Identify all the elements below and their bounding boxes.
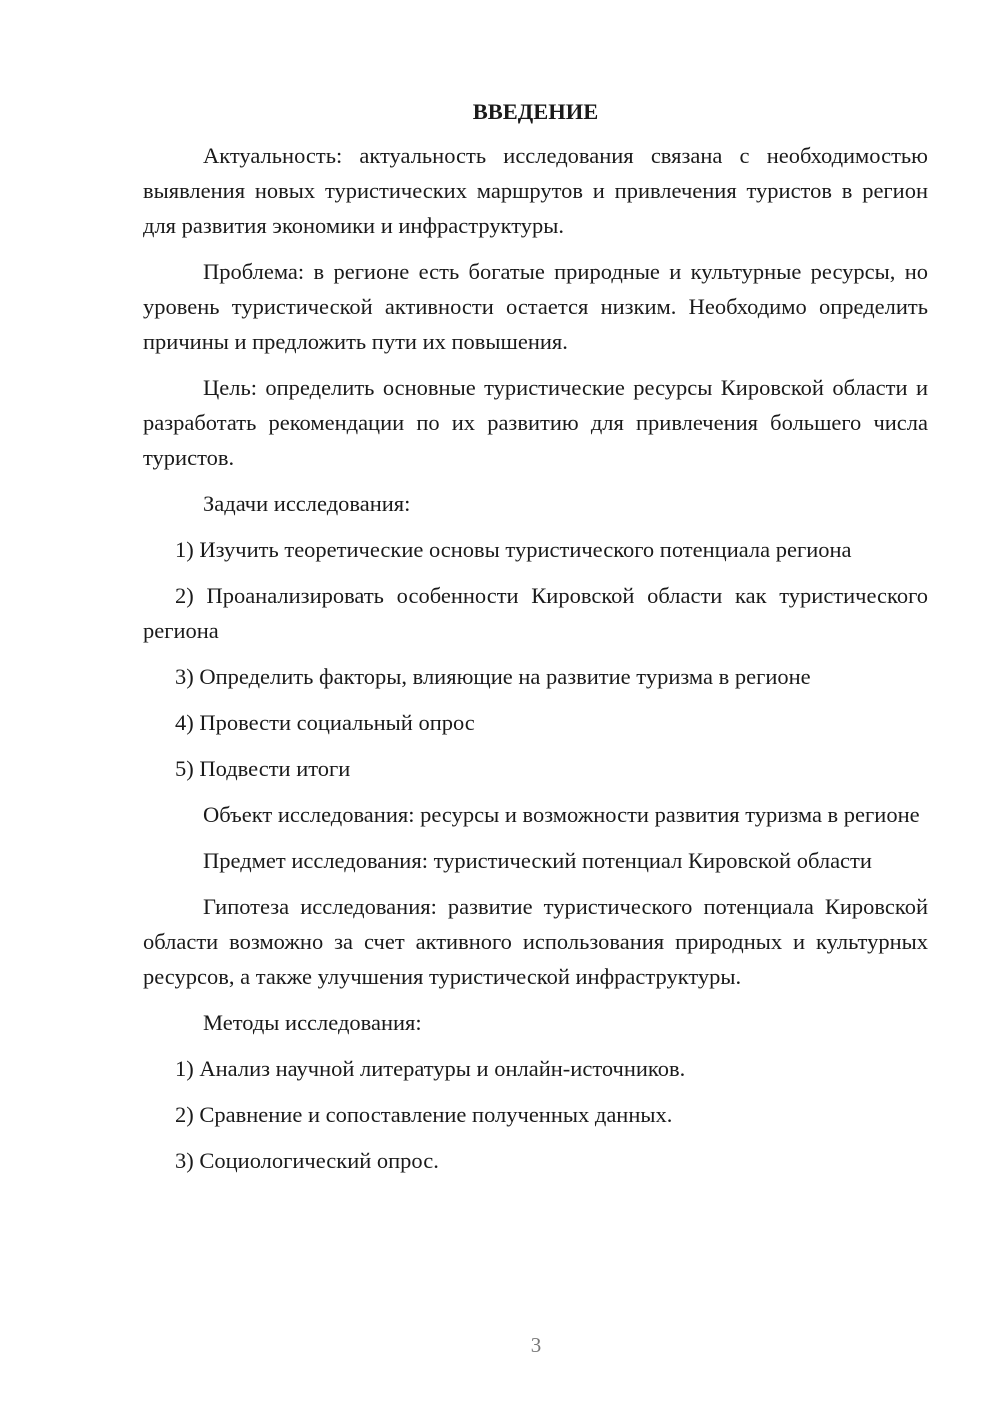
task-item: 4) Провести социальный опрос [175, 710, 475, 735]
subject-paragraph: Предмет исследования: туристический потенциал Кировской области [203, 848, 872, 873]
task-item: 1) Изучить теоретические основы туристического потенциала региона [175, 537, 852, 562]
object-paragraph: Объект исследования: ресурсы и возможности развития туризма в регионе [203, 802, 920, 827]
page-number: 3 [530, 1333, 542, 1357]
method-item: 2) Сравнение и сопоставление полученных данных. [175, 1102, 673, 1127]
task-item: 3) Определить факторы, влияющие на развитие туризма в регионе [175, 664, 811, 689]
task-item: 5) Подвести итоги [175, 756, 351, 781]
hypothesis-paragraph: Гипотеза исследования: развитие туристического потенциала Кировской области возможно за счет активного использования природных и культурных ресурсов, а также улучшения туристической инфраструктуры. [143, 894, 928, 989]
methods-heading: Методы исследования: [203, 1010, 422, 1035]
relevance-paragraph: Актуальность: актуальность исследования связана с необходимостью выявления новых туристических маршрутов и привлечения туристов в регион для развития экономики и инфраструктуры. [143, 143, 928, 238]
section-title: ВВЕДЕНИЕ [472, 99, 599, 124]
method-item: 3) Социологический опрос. [175, 1148, 439, 1173]
document-body [143, 96, 928, 1189]
problem-paragraph: Проблема: в регионе есть богатые природные и культурные ресурсы, но уровень туристической активности остается низким. Необходимо определить причины и предложить пути их повышения. [143, 259, 928, 354]
method-item: 1) Анализ научной литературы и онлайн-источников. [175, 1056, 686, 1081]
goal-paragraph: Цель: определить основные туристические ресурсы Кировской области и разработать рекомендации по их развитию для привлечения большего числа туристов. [143, 375, 928, 470]
task-item: 2) Проанализировать особенности Кировской области как туристического региона [143, 583, 928, 643]
tasks-heading: Задачи исследования: [203, 491, 411, 516]
